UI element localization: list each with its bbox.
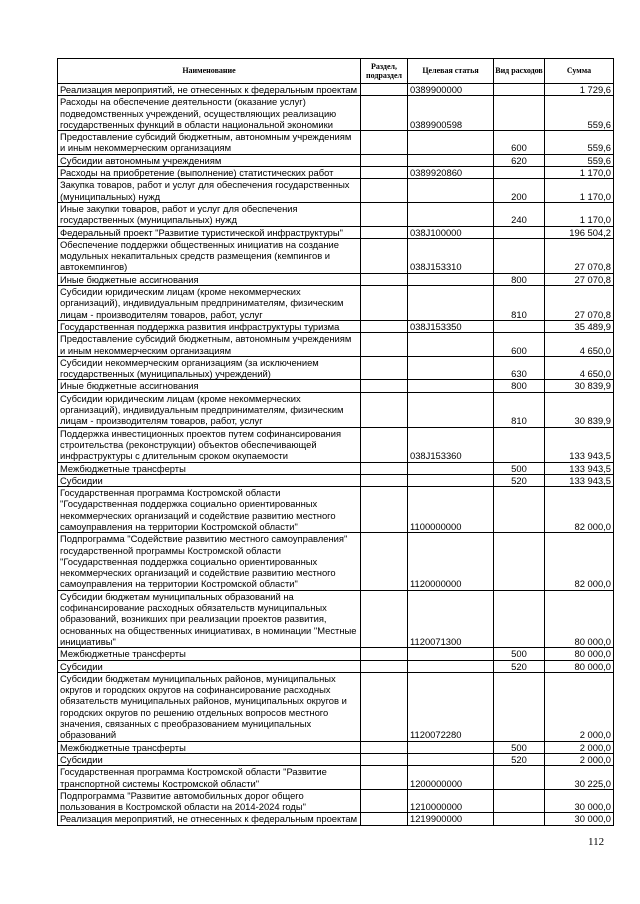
row-section bbox=[361, 84, 408, 96]
row-name: Государственная программа Костромской области "Государственная поддержка социально ориентированных некоммерческих организаций и содействие развитию местного самоуправления на территории Костромской области" bbox=[58, 487, 361, 533]
row-section bbox=[361, 487, 408, 533]
row-sum: 196 504,2 bbox=[545, 226, 614, 238]
row-section bbox=[361, 660, 408, 672]
row-name: Предоставление субсидий бюджетным, автономным учреждениям и иным некоммерческим организациям bbox=[58, 333, 361, 357]
row-sum: 1 170,0 bbox=[545, 167, 614, 179]
row-sum: 35 489,9 bbox=[545, 320, 614, 332]
table-row bbox=[58, 648, 614, 660]
row-name: Межбюджетные трансферты bbox=[58, 648, 361, 660]
row-sum: 80 000,0 bbox=[545, 660, 614, 672]
row-type: 800 bbox=[494, 273, 545, 285]
row-code: 0389900000 bbox=[408, 84, 494, 96]
row-name: Межбюджетные трансферты bbox=[58, 741, 361, 753]
table-row bbox=[58, 462, 614, 474]
row-type bbox=[494, 672, 545, 741]
row-section bbox=[361, 813, 408, 825]
row-code bbox=[408, 648, 494, 660]
row-section bbox=[361, 179, 408, 203]
table-row bbox=[58, 753, 614, 765]
table-row bbox=[58, 273, 614, 285]
row-type: 500 bbox=[494, 648, 545, 660]
row-section bbox=[361, 226, 408, 238]
row-section bbox=[361, 356, 408, 380]
row-type: 810 bbox=[494, 392, 545, 427]
row-code bbox=[408, 753, 494, 765]
table-row bbox=[58, 789, 614, 813]
row-section bbox=[361, 392, 408, 427]
table-row bbox=[58, 427, 614, 462]
row-section bbox=[361, 789, 408, 813]
row-code: 1120000000 bbox=[408, 533, 494, 590]
table-row bbox=[58, 474, 614, 486]
row-type: 600 bbox=[494, 333, 545, 357]
row-sum: 27 070,8 bbox=[545, 286, 614, 321]
row-code bbox=[408, 179, 494, 203]
row-sum: 30 225,0 bbox=[545, 766, 614, 790]
row-sum: 2 000,0 bbox=[545, 741, 614, 753]
row-sum: 559,6 bbox=[545, 131, 614, 155]
row-code bbox=[408, 273, 494, 285]
row-sum: 27 070,8 bbox=[545, 273, 614, 285]
row-section bbox=[361, 380, 408, 392]
row-name: Подпрограмма "Содействие развитию местного самоуправления" государственной программы Костромской области "Государственная поддержка социально ориентированных некоммерческих организаций и содействие развитию местного самоуправления на территории Костромской области" bbox=[58, 533, 361, 590]
row-sum: 30 839,9 bbox=[545, 392, 614, 427]
row-type bbox=[494, 789, 545, 813]
row-sum: 133 943,5 bbox=[545, 462, 614, 474]
row-type: 200 bbox=[494, 179, 545, 203]
row-name: Субсидии bbox=[58, 660, 361, 672]
row-sum: 27 070,8 bbox=[545, 238, 614, 273]
table-row bbox=[58, 533, 614, 590]
row-type: 500 bbox=[494, 462, 545, 474]
row-type bbox=[494, 96, 545, 131]
table-row bbox=[58, 741, 614, 753]
table-row bbox=[58, 179, 614, 203]
row-code bbox=[408, 380, 494, 392]
row-section bbox=[361, 320, 408, 332]
table-row bbox=[58, 96, 614, 131]
table-row bbox=[58, 660, 614, 672]
table-row bbox=[58, 131, 614, 155]
row-type: 520 bbox=[494, 660, 545, 672]
row-type bbox=[494, 487, 545, 533]
row-code: 038J153310 bbox=[408, 238, 494, 273]
row-sum: 82 000,0 bbox=[545, 533, 614, 590]
row-section bbox=[361, 533, 408, 590]
table-row bbox=[58, 590, 614, 647]
row-name: Иные закупки товаров, работ и услуг для обеспечения государственных (муниципальных) нужд bbox=[58, 202, 361, 226]
table-row bbox=[58, 813, 614, 825]
row-name: Реализация мероприятий, не отнесенных к федеральным проектам bbox=[58, 813, 361, 825]
table-row bbox=[58, 392, 614, 427]
row-type: 800 bbox=[494, 380, 545, 392]
row-section bbox=[361, 766, 408, 790]
row-section bbox=[361, 741, 408, 753]
header-section: Раздел, подраздел bbox=[361, 59, 408, 84]
table-body bbox=[58, 84, 614, 826]
row-section bbox=[361, 333, 408, 357]
row-code bbox=[408, 741, 494, 753]
row-code bbox=[408, 474, 494, 486]
table-row bbox=[58, 167, 614, 179]
row-code bbox=[408, 392, 494, 427]
row-section bbox=[361, 462, 408, 474]
row-name: Государственная поддержка развития инфраструктуры туризма bbox=[58, 320, 361, 332]
row-code bbox=[408, 462, 494, 474]
row-sum: 4 650,0 bbox=[545, 333, 614, 357]
row-name: Предоставление субсидий бюджетным, автономным учреждениям и иным некоммерческим организациям bbox=[58, 131, 361, 155]
table-row bbox=[58, 226, 614, 238]
row-name: Субсидии юридическим лицам (кроме некоммерческих организаций), индивидуальным предпринимателям, физическим лицам - производителям товаров, работ, услуг bbox=[58, 286, 361, 321]
row-type: 810 bbox=[494, 286, 545, 321]
row-code bbox=[408, 356, 494, 380]
header-type: Вид расходов bbox=[494, 59, 545, 84]
row-name: Субсидии bbox=[58, 753, 361, 765]
row-name: Субсидии бюджетам муниципальных образований на софинансирование расходных обязательств муниципальных образований, возникших при реализации проектов развития, основанных на общественных инициативах, в номинации "Местные инициативы" bbox=[58, 590, 361, 647]
row-type: 620 bbox=[494, 154, 545, 166]
row-name: Субсидии юридическим лицам (кроме некоммерческих организаций), индивидуальным предпринимателям, физическим лицам - производителям товаров, работ, услуг bbox=[58, 392, 361, 427]
row-sum: 559,6 bbox=[545, 96, 614, 131]
row-type bbox=[494, 320, 545, 332]
row-name: Реализация мероприятий, не отнесенных к федеральным проектам bbox=[58, 84, 361, 96]
row-sum: 2 000,0 bbox=[545, 672, 614, 741]
row-section bbox=[361, 672, 408, 741]
table-row bbox=[58, 238, 614, 273]
header-sum: Сумма bbox=[545, 59, 614, 84]
row-sum: 30 000,0 bbox=[545, 813, 614, 825]
row-type: 520 bbox=[494, 474, 545, 486]
row-type: 500 bbox=[494, 741, 545, 753]
row-type bbox=[494, 226, 545, 238]
row-section bbox=[361, 167, 408, 179]
row-section bbox=[361, 131, 408, 155]
row-code bbox=[408, 131, 494, 155]
table-row bbox=[58, 766, 614, 790]
row-type bbox=[494, 813, 545, 825]
row-code bbox=[408, 286, 494, 321]
row-name: Поддержка инвестиционных проектов путем софинансирования строительства (реконструкции) объектов обеспечивающей инфраструктуры с длительным сроком окупаемости bbox=[58, 427, 361, 462]
row-sum: 1 170,0 bbox=[545, 202, 614, 226]
row-sum: 80 000,0 bbox=[545, 648, 614, 660]
row-name: Закупка товаров, работ и услуг для обеспечения государственных (муниципальных) нужд bbox=[58, 179, 361, 203]
row-sum: 2 000,0 bbox=[545, 753, 614, 765]
row-type bbox=[494, 590, 545, 647]
row-section bbox=[361, 286, 408, 321]
row-name: Обеспечение поддержки общественных инициатив на создание модульных некапитальных средств размещения (кемпингов и автокемпингов) bbox=[58, 238, 361, 273]
row-sum: 1 729,6 bbox=[545, 84, 614, 96]
table-row bbox=[58, 333, 614, 357]
row-type bbox=[494, 427, 545, 462]
row-code: 038J153360 bbox=[408, 427, 494, 462]
row-section bbox=[361, 648, 408, 660]
row-section bbox=[361, 96, 408, 131]
table-row bbox=[58, 380, 614, 392]
row-type bbox=[494, 238, 545, 273]
row-sum: 133 943,5 bbox=[545, 474, 614, 486]
row-code: 1210000000 bbox=[408, 789, 494, 813]
row-section bbox=[361, 474, 408, 486]
row-sum: 30 000,0 bbox=[545, 789, 614, 813]
row-type: 520 bbox=[494, 753, 545, 765]
row-section bbox=[361, 590, 408, 647]
row-name: Расходы на обеспечение деятельности (оказание услуг) подведомственных учреждений, осуществляющих реализацию государственных функций в области национальной экономики bbox=[58, 96, 361, 131]
row-sum: 30 839,9 bbox=[545, 380, 614, 392]
budget-table bbox=[57, 58, 614, 826]
row-code: 038J100000 bbox=[408, 226, 494, 238]
table-row bbox=[58, 672, 614, 741]
row-name: Иные бюджетные ассигнования bbox=[58, 380, 361, 392]
table-row bbox=[58, 154, 614, 166]
row-type bbox=[494, 167, 545, 179]
table-row bbox=[58, 84, 614, 96]
row-name: Государственная программа Костромской области "Развитие транспортной системы Костромской области" bbox=[58, 766, 361, 790]
table-header-row bbox=[58, 59, 614, 84]
row-name: Субсидии автономным учреждениям bbox=[58, 154, 361, 166]
row-code: 0389900598 bbox=[408, 96, 494, 131]
row-sum: 1 170,0 bbox=[545, 179, 614, 203]
row-sum: 133 943,5 bbox=[545, 427, 614, 462]
row-name: Расходы на приобретение (выполнение) статистических работ bbox=[58, 167, 361, 179]
row-type bbox=[494, 84, 545, 96]
row-section bbox=[361, 273, 408, 285]
row-name: Субсидии бюджетам муниципальных районов, муниципальных округов и городских округов на софинансирование расходных обязательств муниципальных районов, муниципальных округов и городских округов по решению отдельных вопросов местного значения, связанных с преобразованием муниципальных образований bbox=[58, 672, 361, 741]
row-section bbox=[361, 154, 408, 166]
row-code: 1120072280 bbox=[408, 672, 494, 741]
table-row bbox=[58, 202, 614, 226]
row-section bbox=[361, 202, 408, 226]
row-code bbox=[408, 660, 494, 672]
row-code: 1100000000 bbox=[408, 487, 494, 533]
row-code: 038J153350 bbox=[408, 320, 494, 332]
row-name: Субсидии bbox=[58, 474, 361, 486]
header-target: Целевая статья bbox=[408, 59, 494, 84]
row-section bbox=[361, 753, 408, 765]
row-code: 1120071300 bbox=[408, 590, 494, 647]
row-code bbox=[408, 154, 494, 166]
table-row bbox=[58, 320, 614, 332]
row-sum: 80 000,0 bbox=[545, 590, 614, 647]
row-name: Подпрограмма "Развитие автомобильных дорог общего пользования в Костромской области на 2014-2024 годы" bbox=[58, 789, 361, 813]
row-name: Межбюджетные трансферты bbox=[58, 462, 361, 474]
row-code: 1219900000 bbox=[408, 813, 494, 825]
row-type bbox=[494, 766, 545, 790]
row-type: 240 bbox=[494, 202, 545, 226]
row-section bbox=[361, 427, 408, 462]
table-row bbox=[58, 286, 614, 321]
row-type: 600 bbox=[494, 131, 545, 155]
row-name: Субсидии некоммерческим организациям (за исключением государственных (муниципальных) учреждений) bbox=[58, 356, 361, 380]
row-type: 630 bbox=[494, 356, 545, 380]
row-code bbox=[408, 202, 494, 226]
row-section bbox=[361, 238, 408, 273]
row-code: 0389920860 bbox=[408, 167, 494, 179]
row-type bbox=[494, 533, 545, 590]
table-row bbox=[58, 356, 614, 380]
header-name: Наименование bbox=[58, 59, 361, 84]
row-sum: 4 650,0 bbox=[545, 356, 614, 380]
page-number: 112 bbox=[588, 836, 605, 848]
table-row bbox=[58, 487, 614, 533]
row-sum: 82 000,0 bbox=[545, 487, 614, 533]
row-sum: 559,6 bbox=[545, 154, 614, 166]
row-code bbox=[408, 333, 494, 357]
row-code: 1200000000 bbox=[408, 766, 494, 790]
row-name: Иные бюджетные ассигнования bbox=[58, 273, 361, 285]
row-name: Федеральный проект "Развитие туристической инфраструктуры" bbox=[58, 226, 361, 238]
